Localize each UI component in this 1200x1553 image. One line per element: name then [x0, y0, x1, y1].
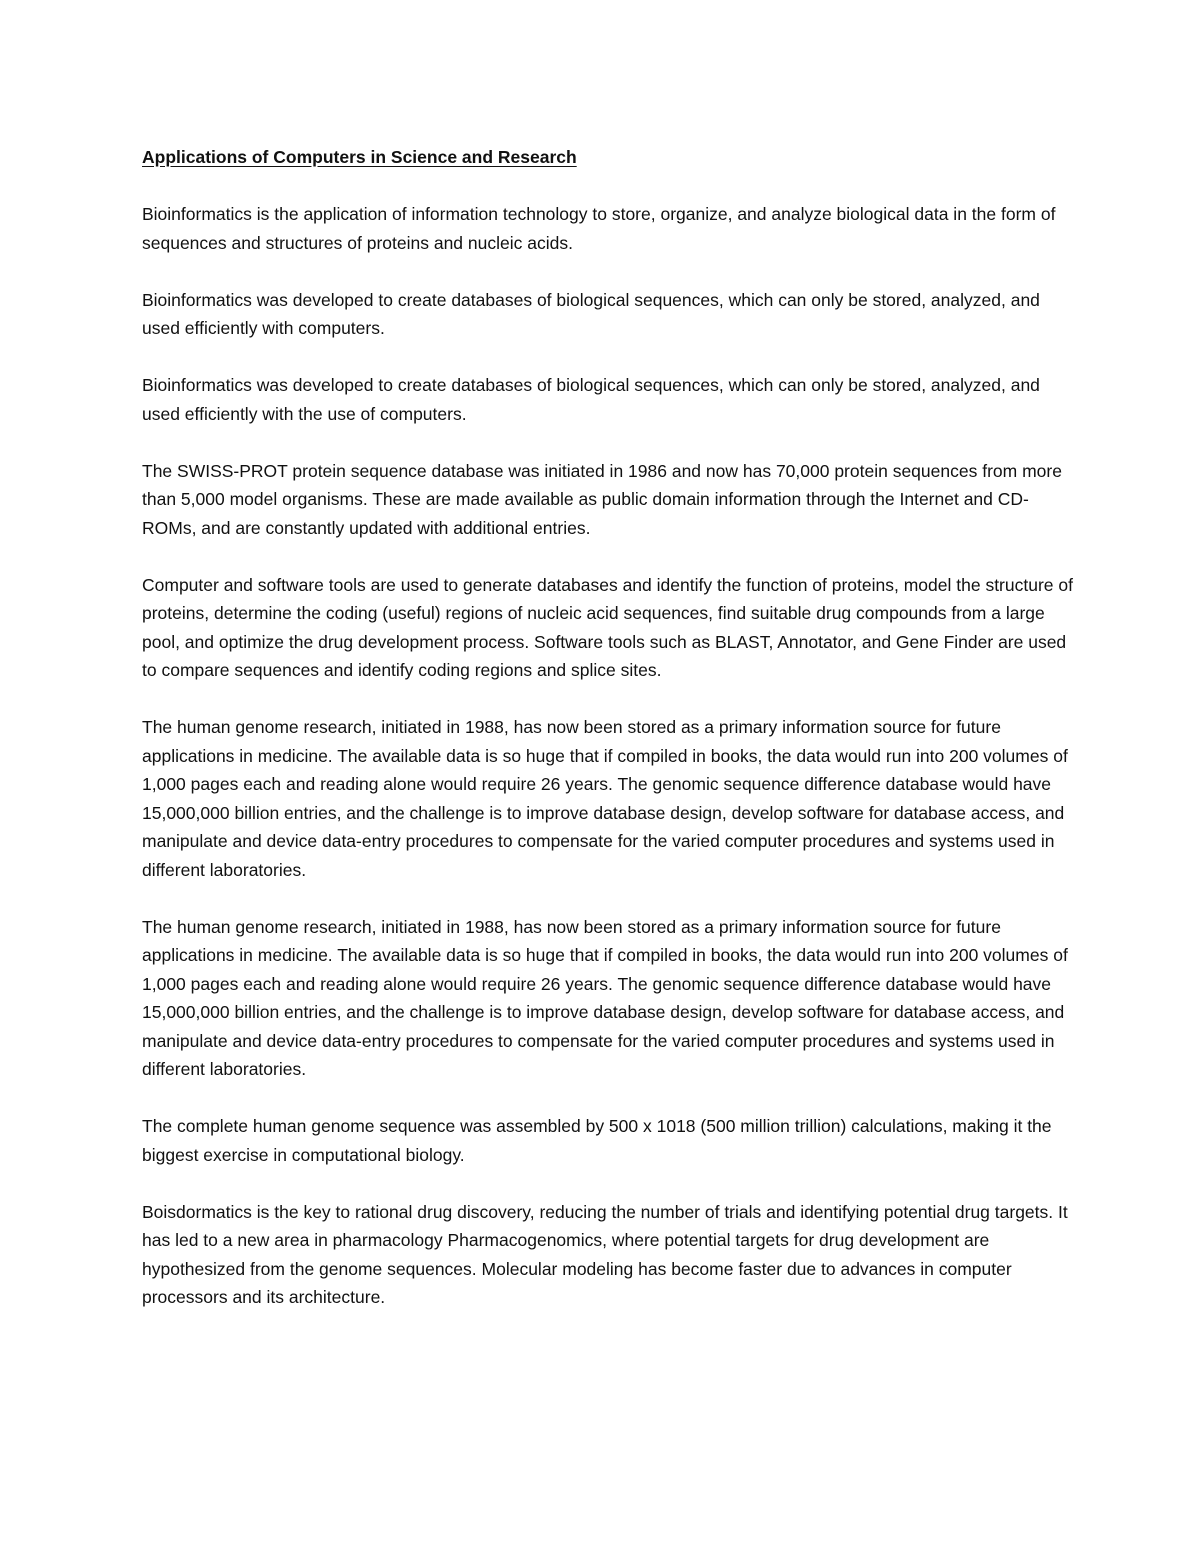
paragraph-human-genome-repeat: The human genome research, initiated in 1988, has now been stored as a primary information source for future applications in medicine. The available data is so huge that if compiled in books, the data would run into 200 volumes of 1,000 pages each and reading alone would require 26 years. The genomic sequence difference database would have 15,000,000 billion entries, and the challenge is to improve database design, develop software for database access, and manipulate and device data-entry procedures to compensate for the varied computer procedures and systems used in different laboratories.	[142, 916, 1068, 1079]
paragraph-bioinformatics-definition: Bioinformatics is the application of information technology to store, organize, and analyze biological data in the form of sequences and structures of proteins and nucleic acids.	[142, 204, 1056, 253]
paragraph-human-genome: The human genome research, initiated in 1988, has now been stored as a primary information source for future applications in medicine. The available data is so huge that if compiled in books, the data would run into 200 volumes of 1,000 pages each and reading alone would require 26 years. The genomic sequence difference database would have 15,000,000 billion entries, and the challenge is to improve database design, develop software for database access, and manipulate and device data-entry procedures to compensate for the varied computer procedures and systems used in different laboratories.	[142, 717, 1068, 880]
paragraph-bioinformatics-development: Bioinformatics was developed to create databases of biological sequences, which can only be stored, analyzed, and used efficiently with computers.	[142, 289, 1040, 338]
paragraph-bioinformatics-development-repeat: Bioinformatics was developed to create databases of biological sequences, which can only be stored, analyzed, and used efficiently with the use of computers.	[142, 375, 1040, 424]
document-title: Applications of Computers in Science and Research	[142, 147, 577, 167]
document-body	[142, 143, 1077, 1340]
paragraph-genome-assembly: The complete human genome sequence was assembled by 500 x 1018 (500 million trillion) calculations, making it the biggest exercise in computational biology.	[142, 1116, 1052, 1165]
paragraph-drug-discovery: Boisdormatics is the key to rational drug discovery, reducing the number of trials and identifying potential drug targets. It has led to a new area in pharmacology Pharmacogenomics, where potential targets for drug development are hypothesized from the genome sequences. Molecular modeling has become faster due to advances in computer processors and its architecture.	[142, 1201, 1068, 1307]
paragraph-swiss-prot: The SWISS-PROT protein sequence database was initiated in 1986 and now has 70,000 protein sequences from more than 5,000 model organisms. These are made available as public domain information through the Internet and CD-ROMs, and are constantly updated with additional entries.	[142, 460, 1062, 538]
paragraph-software-tools: Computer and software tools are used to generate databases and identify the function of proteins, model the structure of proteins, determine the coding (useful) regions of nucleic acid sequences, find suitable drug compounds from a large pool, and optimize the drug development process. Software tools such as BLAST, Annotator, and Gene Finder are used to compare sequences and identify coding regions and splice sites.	[142, 574, 1073, 680]
